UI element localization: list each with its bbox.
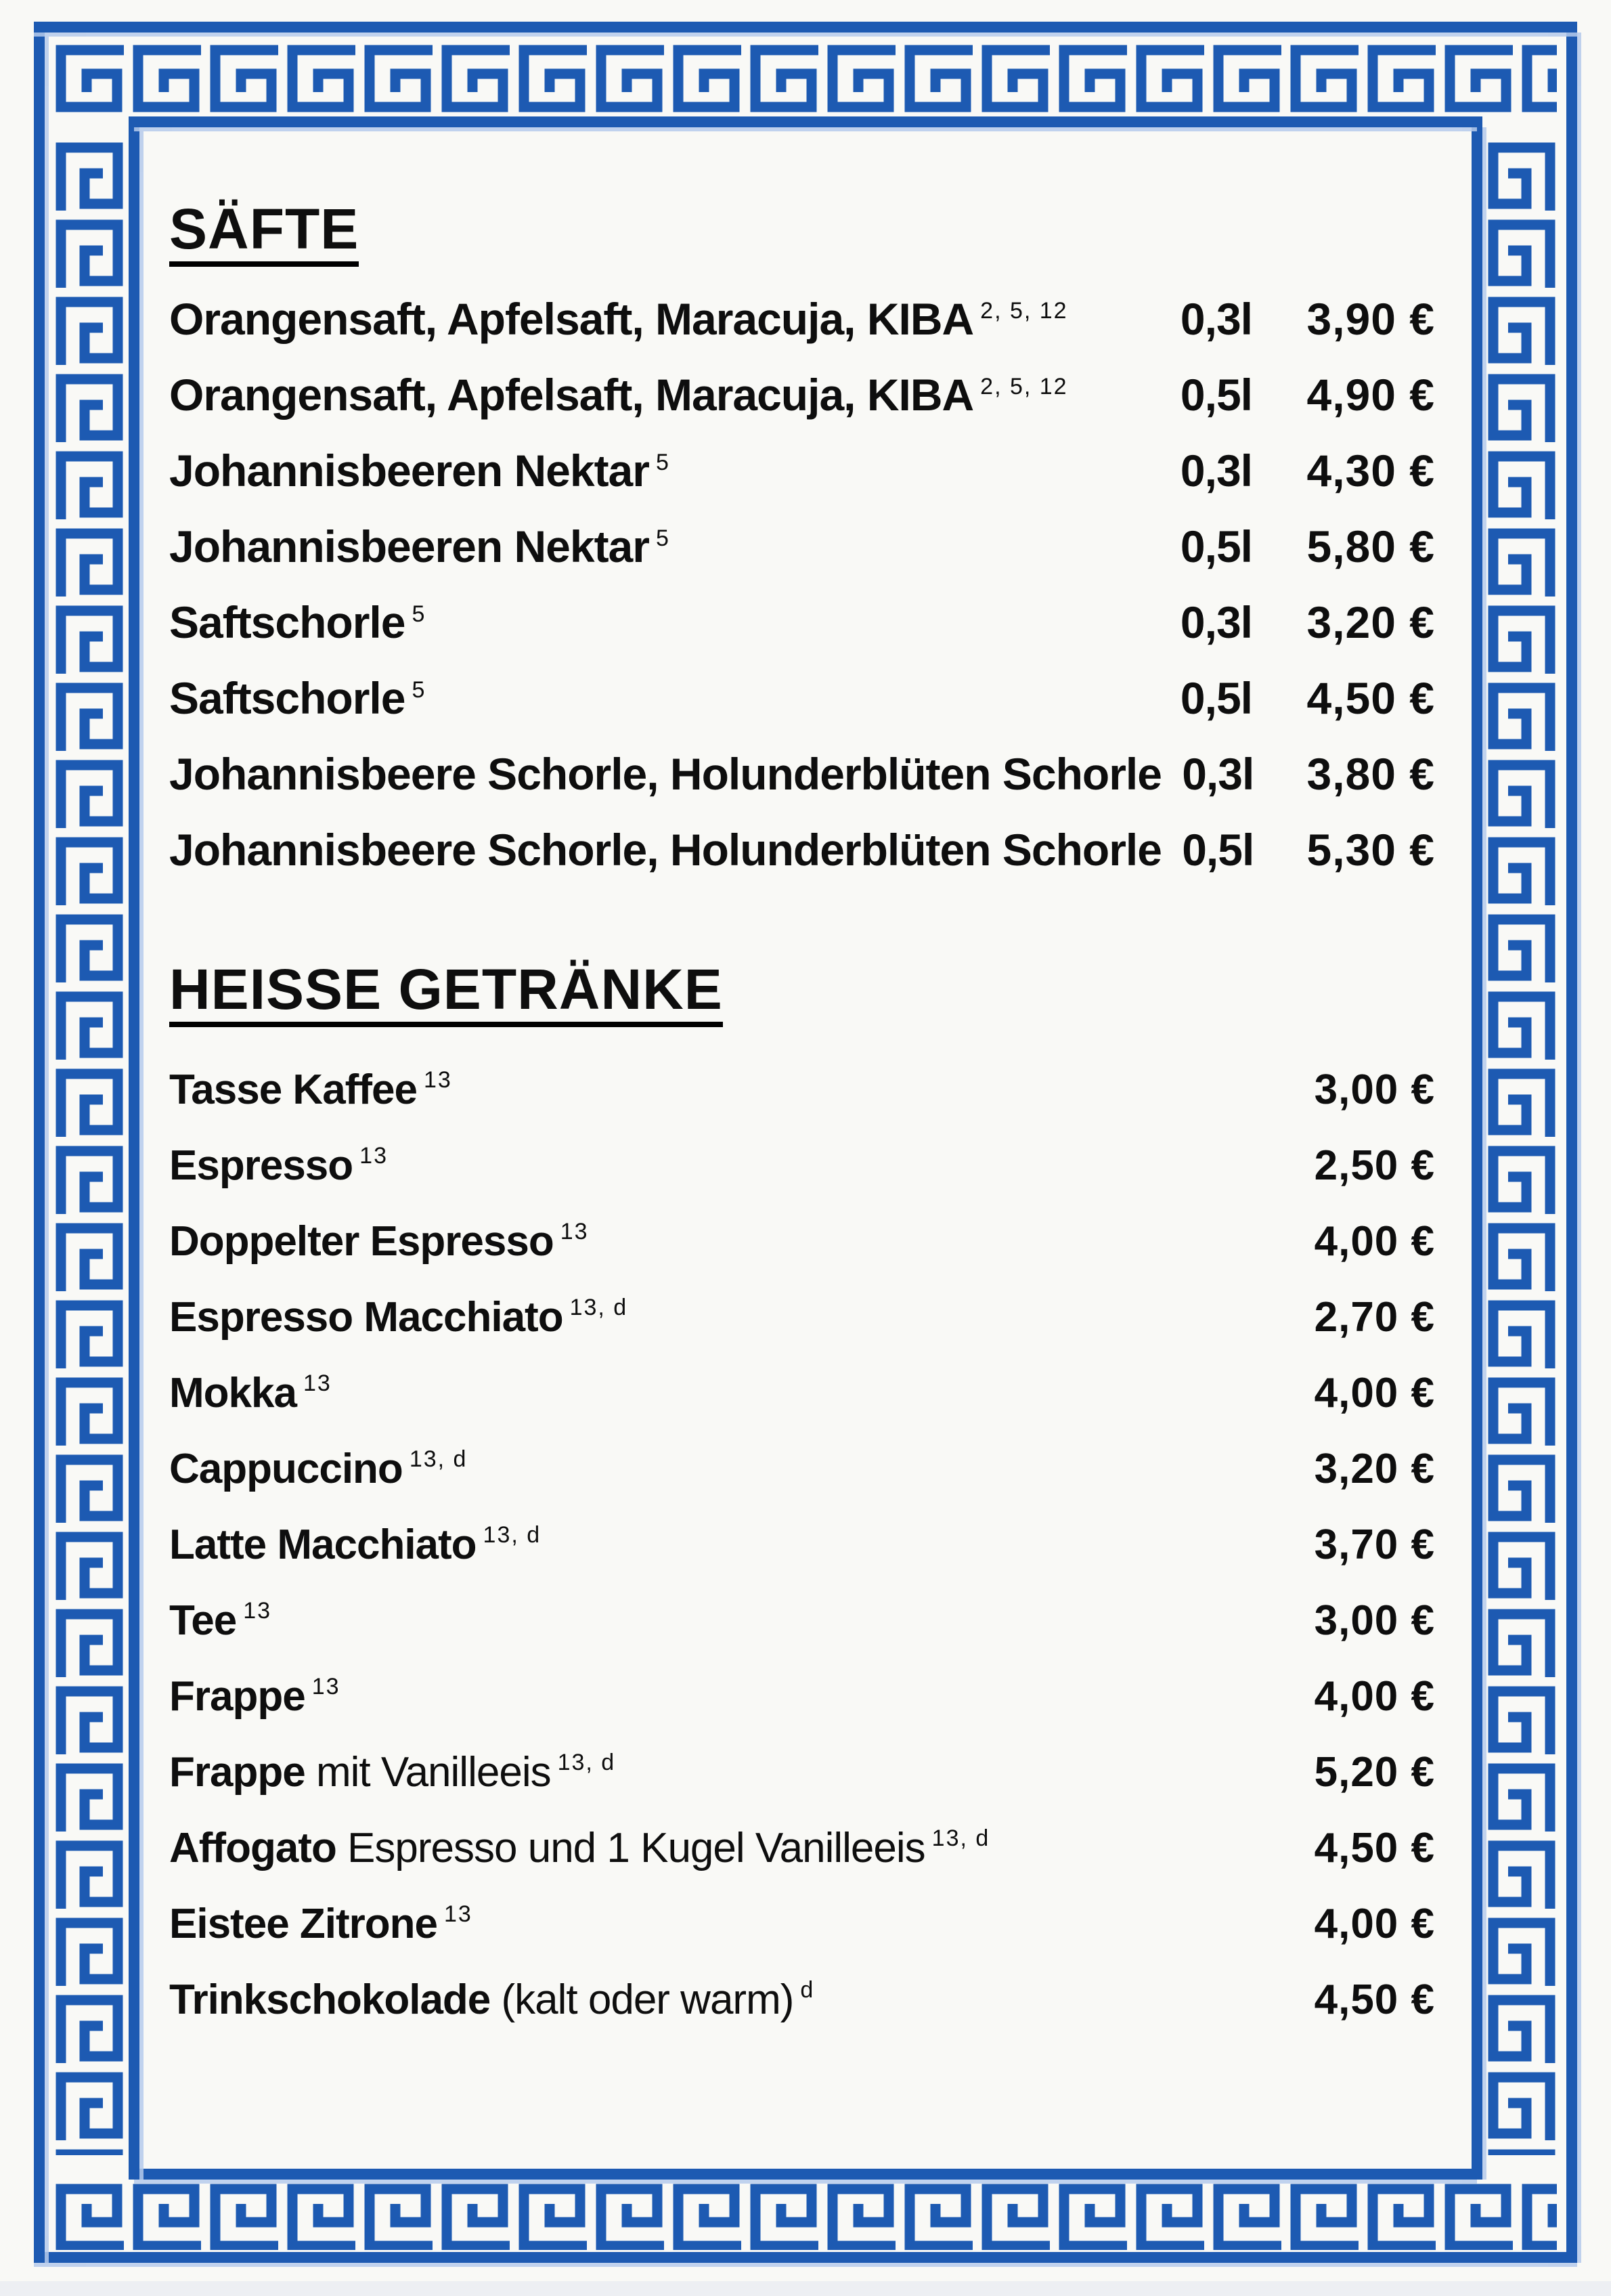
item-name-cell (169, 369, 1151, 420)
menu-item-row (169, 508, 1435, 584)
item-price: 4,00 € (1314, 1369, 1435, 1416)
item-name-cell (169, 824, 1162, 875)
border-meander-left (54, 141, 125, 2155)
item-price: 5,20 € (1314, 1748, 1435, 1796)
item-size: 0,3l (1182, 749, 1254, 799)
item-name-cell (169, 1976, 1151, 2024)
item-name-cell (169, 672, 1151, 724)
item-name: Johannisbeere Schorle, Holunderblüten Schorle (169, 749, 1162, 799)
item-name: Cappuccino (169, 1445, 403, 1492)
menu-item-row (169, 1127, 1435, 1203)
item-footnotes: 5 (655, 525, 670, 551)
item-footnotes: 13 (423, 1066, 452, 1093)
menu-item-row (169, 1962, 1435, 2037)
item-size: 0,3l (1180, 446, 1252, 496)
item-name-cell (169, 1672, 1151, 1720)
item-footnotes: 13 (243, 1597, 272, 1624)
menu-item-row (169, 357, 1435, 433)
item-price: 3,80 € (1306, 749, 1436, 799)
item-name: Doppelter Espresso (169, 1217, 554, 1265)
item-name-cell (169, 445, 1151, 496)
item-name: Johannisbeeren Nektar (169, 446, 649, 496)
menu-content (169, 199, 1435, 2037)
item-name-cell (169, 1824, 1151, 1872)
item-name: Espresso (169, 1142, 353, 1189)
item-name-cell (169, 597, 1151, 648)
page-edge-shadow (0, 2281, 1611, 2296)
heisse-getraenke-rows (169, 1052, 1435, 2037)
item-price: 3,90 € (1306, 294, 1435, 344)
item-price: 4,50 € (1306, 673, 1435, 723)
menu-item-row (169, 736, 1435, 812)
item-name-cell (169, 1748, 1151, 1796)
border-meander-bottom (54, 2182, 1557, 2250)
item-footnotes: 2, 5, 12 (980, 374, 1068, 399)
item-name: Affogato (169, 1824, 336, 1871)
item-description: (kalt oder warm) (490, 1976, 794, 2023)
item-name-cell (169, 1066, 1151, 1114)
menu-item-row (169, 1658, 1435, 1734)
item-price: 4,00 € (1314, 1672, 1435, 1720)
item-name: Orangensaft, Apfelsaft, Maracuja, KIBA (169, 370, 974, 420)
item-size: 0,3l (1180, 294, 1252, 344)
menu-item-row (169, 1507, 1435, 1582)
section-heisse-getraenke (169, 959, 1435, 2037)
item-size: 0,5l (1182, 825, 1254, 875)
item-name-cell (169, 521, 1151, 572)
section-title-saefte: SÄFTE (169, 199, 359, 267)
menu-item-row (169, 1734, 1435, 1810)
item-name-cell (169, 748, 1162, 800)
item-name-cell (169, 1217, 1151, 1265)
section-title-heisse-getraenke: HEISSE GETRÄNKE (169, 959, 723, 1027)
item-name: Orangensaft, Apfelsaft, Maracuja, KIBA (169, 294, 974, 344)
item-footnotes: 13 (359, 1142, 388, 1169)
item-size: 0,3l (1180, 597, 1252, 647)
item-price: 3,20 € (1314, 1445, 1435, 1492)
item-name: Saftschorle (169, 597, 405, 647)
item-name: Tee (169, 1597, 237, 1644)
menu-item-row (169, 281, 1435, 357)
item-price: 3,20 € (1306, 597, 1435, 647)
item-price: 4,90 € (1306, 370, 1435, 420)
item-price: 5,30 € (1306, 825, 1436, 875)
item-price: 5,80 € (1306, 521, 1435, 571)
item-name-cell (169, 1142, 1151, 1190)
item-name-cell (169, 1293, 1151, 1341)
item-name: Johannisbeere Schorle, Holunderblüten Schorle (169, 825, 1162, 875)
item-footnotes: 13, d (569, 1294, 628, 1320)
item-price: 3,70 € (1314, 1521, 1435, 1568)
menu-item-row (169, 1431, 1435, 1507)
item-size: 0,5l (1180, 673, 1252, 723)
menu-item-row (169, 1582, 1435, 1658)
border-meander-top (54, 43, 1557, 114)
item-name-cell (169, 1521, 1151, 1569)
item-name: Latte Macchiato (169, 1521, 477, 1568)
item-price: 4,00 € (1314, 1217, 1435, 1265)
item-footnotes: 13 (560, 1218, 589, 1244)
menu-item-row (169, 1279, 1435, 1355)
item-price: 3,00 € (1314, 1597, 1435, 1644)
item-footnotes: 5 (655, 450, 670, 475)
item-footnotes: 13, d (409, 1446, 468, 1472)
item-name: Frappe (169, 1672, 305, 1720)
item-footnotes: 13, d (557, 1749, 616, 1775)
item-name-cell (169, 1445, 1151, 1493)
item-price: 4,50 € (1314, 1824, 1435, 1871)
item-name: Tasse Kaffee (169, 1066, 417, 1113)
item-name: Frappe (169, 1748, 305, 1796)
item-price: 2,70 € (1314, 1293, 1435, 1341)
item-footnotes: 13 (444, 1901, 472, 1927)
item-description: Espresso und 1 Kugel Vanilleeis (336, 1824, 925, 1871)
item-name-cell (169, 1900, 1151, 1948)
item-name: Trinkschokolade (169, 1976, 491, 2023)
item-description: mit Vanilleeis (305, 1748, 551, 1796)
item-footnotes: 13, d (483, 1521, 542, 1548)
item-footnotes: 5 (412, 601, 426, 627)
menu-item-row (169, 1886, 1435, 1962)
item-price: 4,00 € (1314, 1900, 1435, 1947)
saefte-rows (169, 281, 1435, 888)
item-name: Saftschorle (169, 673, 405, 723)
menu-item-row (169, 812, 1435, 888)
border-meander-right (1486, 141, 1557, 2155)
item-footnotes: 2, 5, 12 (980, 298, 1068, 324)
item-footnotes: d (800, 1976, 815, 2003)
item-name: Mokka (169, 1369, 296, 1416)
item-price: 4,30 € (1306, 446, 1435, 496)
item-footnotes: 13 (311, 1673, 340, 1699)
menu-item-row (169, 1355, 1435, 1431)
menu-item-row (169, 1810, 1435, 1886)
menu-item-row (169, 1052, 1435, 1127)
item-name: Espresso Macchiato (169, 1293, 563, 1341)
item-price: 2,50 € (1314, 1142, 1435, 1189)
section-saefte (169, 199, 1435, 888)
item-footnotes: 5 (412, 677, 426, 703)
menu-item-row (169, 433, 1435, 508)
item-price: 3,00 € (1314, 1066, 1435, 1113)
item-name-cell (169, 1597, 1151, 1645)
item-size: 0,5l (1180, 521, 1252, 571)
item-footnotes: 13 (303, 1370, 332, 1396)
item-name: Eistee Zitrone (169, 1900, 437, 1947)
item-footnotes: 13, d (931, 1825, 990, 1851)
item-name-cell (169, 293, 1151, 345)
item-price: 4,50 € (1314, 1976, 1435, 2023)
menu-item-row (169, 1203, 1435, 1279)
item-name-cell (169, 1369, 1151, 1417)
item-size: 0,5l (1180, 370, 1252, 420)
menu-item-row (169, 660, 1435, 736)
item-name: Johannisbeeren Nektar (169, 521, 649, 571)
menu-item-row (169, 584, 1435, 660)
